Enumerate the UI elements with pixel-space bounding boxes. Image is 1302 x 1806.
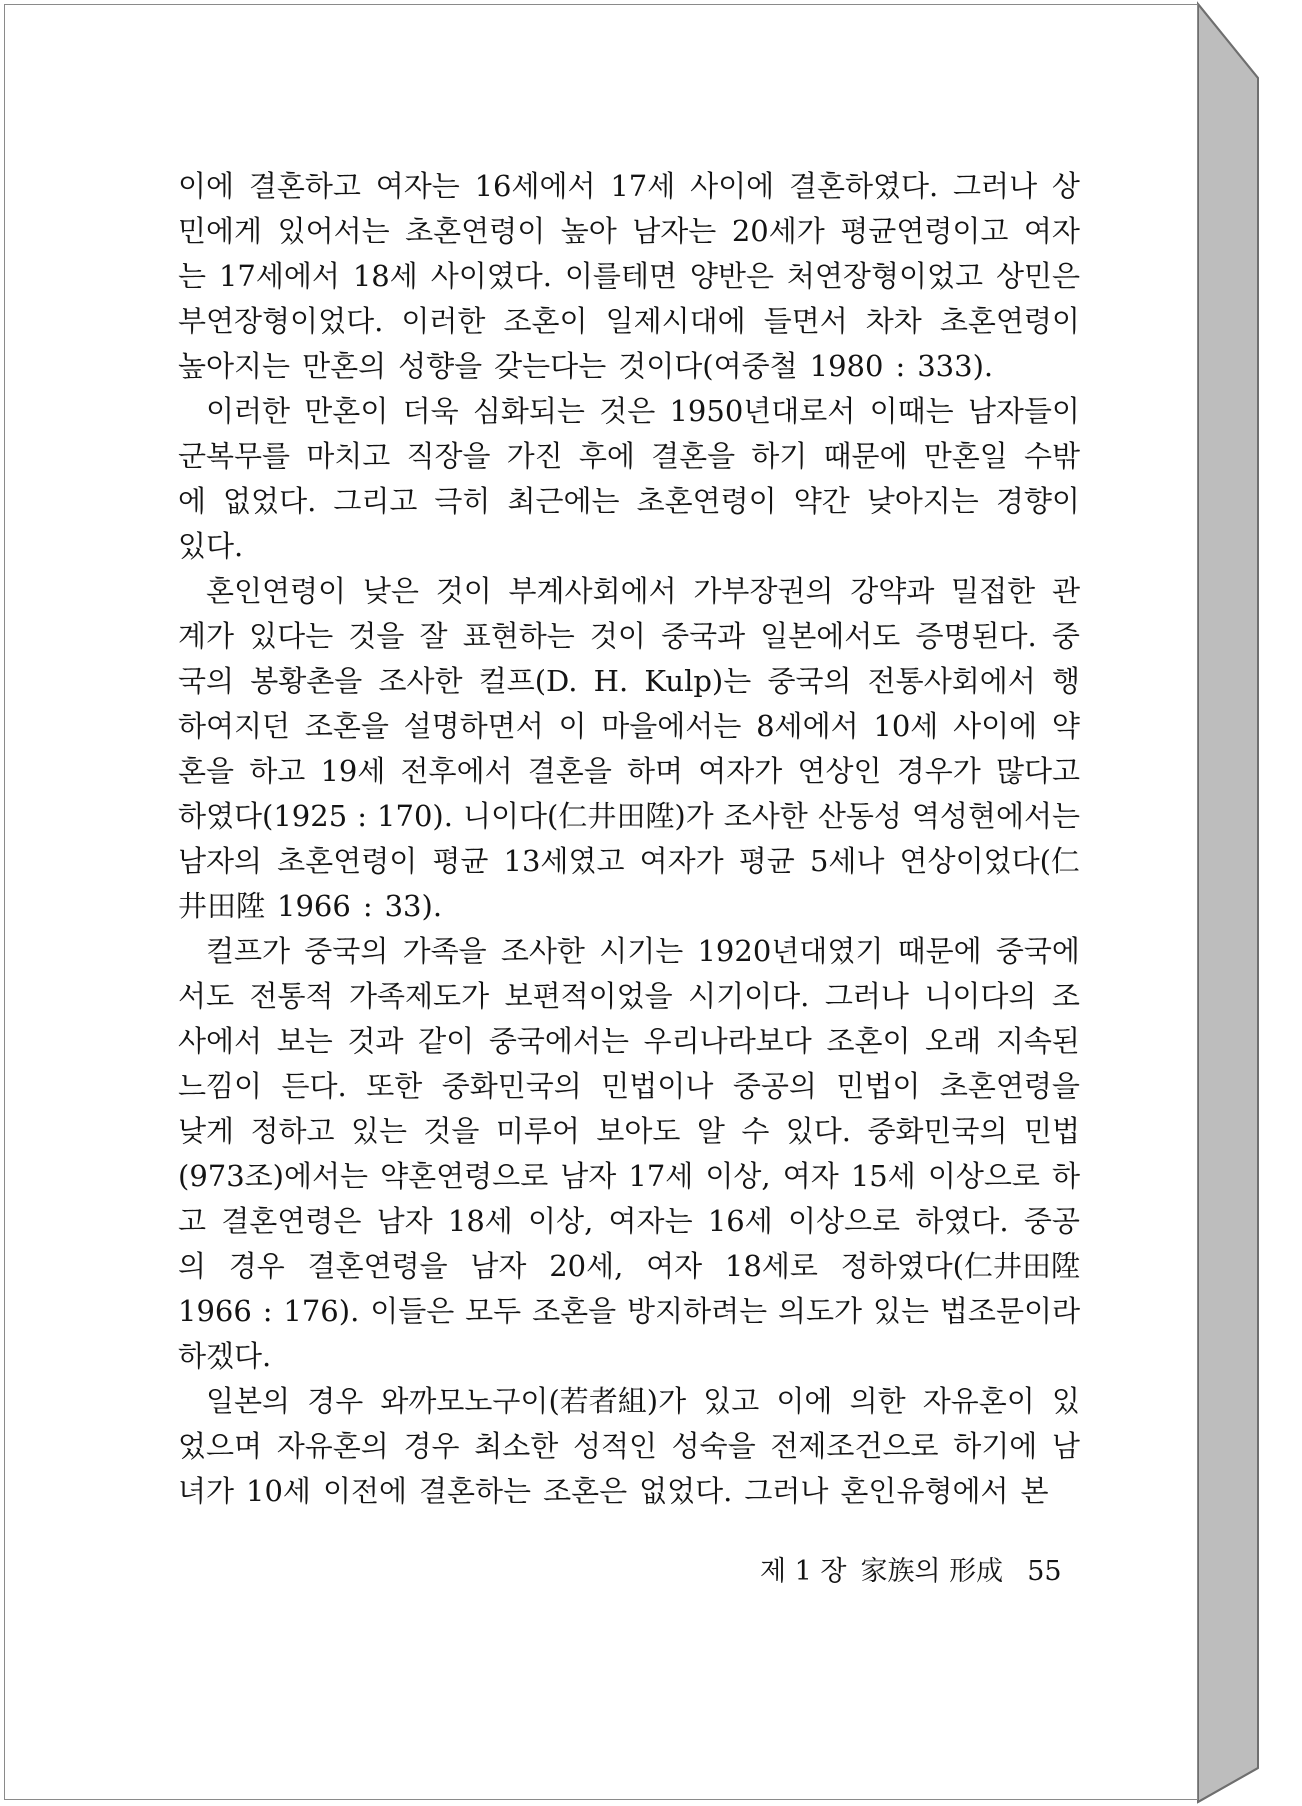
text-line: 녀가 10세 이전에 결혼하는 조혼은 없었다. 그러나 혼인유형에서 본: [178, 1474, 1049, 1508]
footer-title: 家族의 形成: [860, 1556, 1004, 1587]
text-line: 었으며 자유혼의 경우 최소한 성적인 성숙을 전제조건으로 하기에 남: [178, 1429, 1080, 1463]
text-line: 의 경우 결혼연령을 남자 20세, 여자 18세로 정하였다(仁井田陞: [178, 1249, 1080, 1283]
paragraph: [178, 1379, 1080, 1514]
text-line: 계가 있다는 것을 잘 표현하는 것이 중국과 일본에서도 증명된다. 중: [178, 619, 1080, 653]
text-line: 하여지던 조혼을 설명하면서 이 마을에서는 8세에서 10세 사이에 약: [178, 709, 1080, 743]
book-edge-bottom-line: [1198, 1768, 1258, 1802]
text-line: 국의 봉황촌을 조사한 컬프(D. H. Kulp)는 중국의 전통사회에서 행: [178, 664, 1080, 698]
book-edge-top-line: [1198, 4, 1258, 78]
text-line: 컬프가 중국의 가족을 조사한 시기는 1920년대였기 때문에 중국에: [206, 934, 1080, 968]
text-line: 1966 : 176). 이들은 모두 조혼을 방지하려는 의도가 있는 법조문이라: [178, 1294, 1080, 1328]
text-line: 민에게 있어서는 초혼연령이 높아 남자는 20세가 평균연령이고 여자: [178, 214, 1080, 248]
paragraph: [178, 569, 1080, 929]
page-number: 55: [1027, 1556, 1062, 1587]
text-line: 높아지는 만혼의 성향을 갖는다는 것이다(여중철 1980 : 333).: [178, 349, 994, 383]
text-line: 이에 결혼하고 여자는 16세에서 17세 사이에 결혼하였다. 그러나 상: [178, 169, 1080, 203]
text-line: 서도 전통적 가족제도가 보편적이었을 시기이다. 그러나 니이다의 조: [178, 979, 1080, 1013]
paragraph: [178, 929, 1080, 1379]
text-line: 낮게 정하고 있는 것을 미루어 보아도 알 수 있다. 중화민국의 민법: [178, 1114, 1080, 1148]
text-line: 남자의 초혼연령이 평균 13세였고 여자가 평균 5세나 연상이었다(仁: [178, 844, 1080, 878]
text-line: 고 결혼연령은 남자 18세 이상, 여자는 16세 이상으로 하였다. 중공: [178, 1204, 1080, 1238]
text-line: 하였다(1925 : 170). 니이다(仁井田陞)가 조사한 산동성 역성현에서는: [178, 799, 1080, 833]
text-line: 는 17세에서 18세 사이였다. 이를테면 양반은 처연장형이었고 상민은: [178, 259, 1080, 293]
text-line: 일본의 경우 와까모노구이(若者組)가 있고 이에 의한 자유혼이 있: [206, 1384, 1080, 1418]
text-line: (973조)에서는 약혼연령으로 남자 17세 이상, 여자 15세 이상으로 하: [178, 1159, 1080, 1193]
text-line: 부연장형이었다. 이러한 조혼이 일제시대에 들면서 차차 초혼연령이: [178, 304, 1080, 338]
text-line: 하겠다.: [178, 1339, 272, 1373]
body-text: [178, 164, 1080, 1514]
paragraph: [178, 389, 1080, 569]
text-line: 있다.: [178, 529, 244, 563]
book-edge-shading: [1198, 4, 1258, 1802]
text-line: 혼을 하고 19세 전후에서 결혼을 하며 여자가 연상인 경우가 많다고: [178, 754, 1080, 788]
text-line: 군복무를 마치고 직장을 가진 후에 결혼을 하기 때문에 만혼일 수밖: [178, 439, 1080, 473]
text-line: 에 없었다. 그리고 극히 최근에는 초혼연령이 약간 낮아지는 경향이: [178, 484, 1080, 518]
text-line: 井田陞 1966 : 33).: [178, 889, 443, 923]
text-line: 이러한 만혼이 더욱 심화되는 것은 1950년대로서 이때는 남자들이: [206, 394, 1080, 428]
paragraph: [178, 164, 1080, 389]
text-line: 혼인연령이 낮은 것이 부계사회에서 가부장권의 강약과 밀접한 관: [206, 574, 1080, 608]
footer-chapter: 제 1 장: [760, 1556, 847, 1587]
text-line: 느낌이 든다. 또한 중화민국의 민법이나 중공의 민법이 초혼연령을: [178, 1069, 1080, 1103]
running-footer: [760, 1552, 1060, 1592]
text-line: 사에서 보는 것과 같이 중국에서는 우리나라보다 조혼이 오래 지속된: [178, 1024, 1080, 1058]
